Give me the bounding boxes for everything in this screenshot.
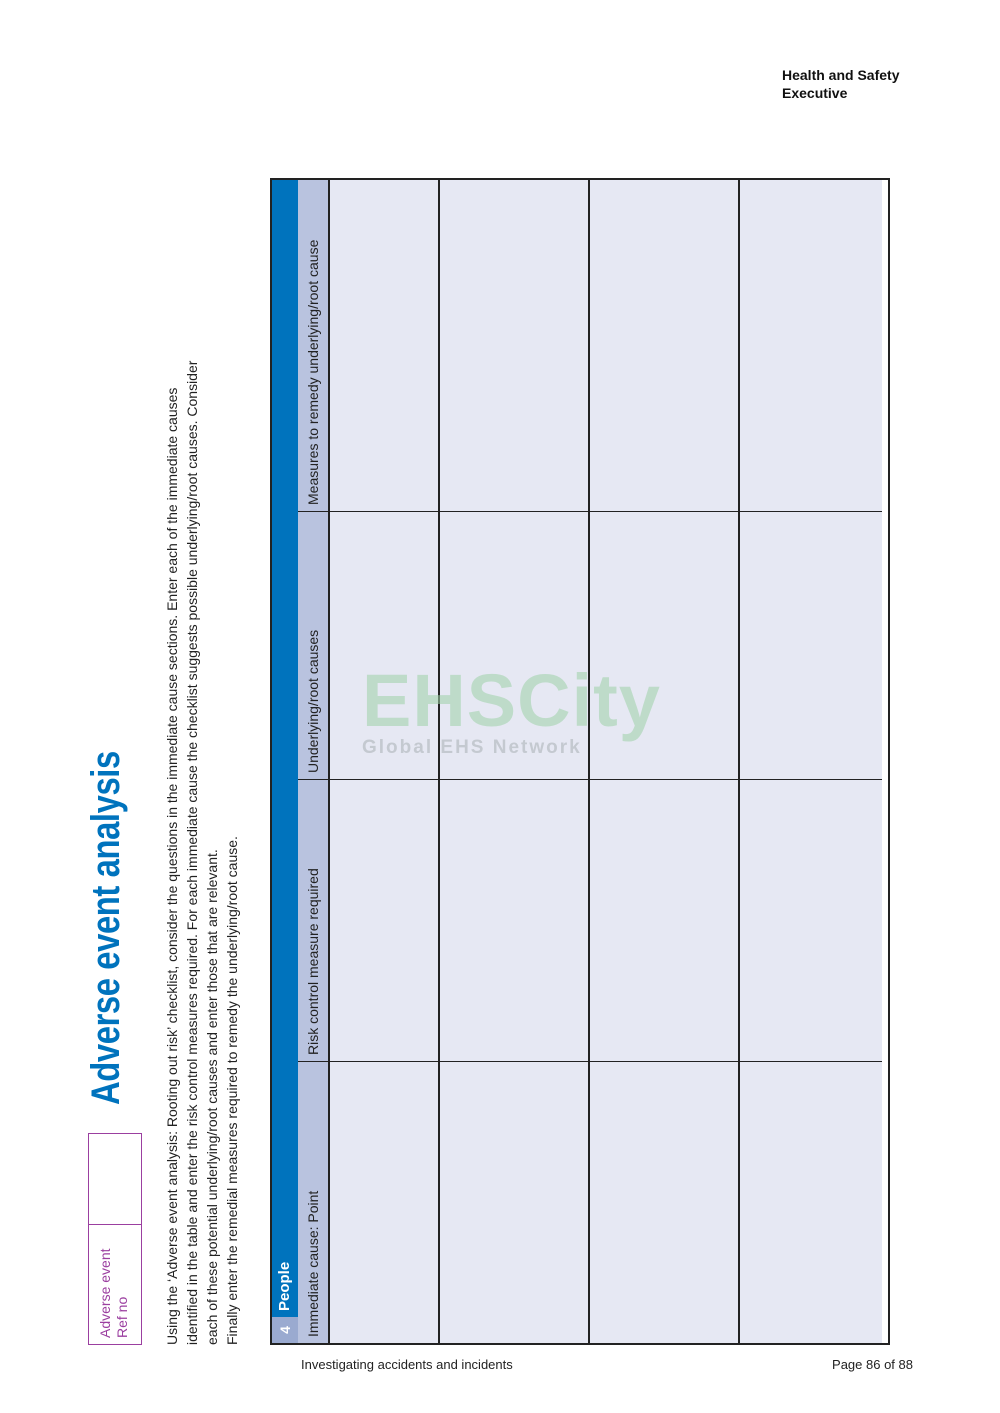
section-band — [272, 180, 298, 1343]
table-cell[interactable] — [740, 779, 882, 1061]
section-title: People — [276, 1261, 293, 1311]
table-cell[interactable] — [740, 180, 882, 511]
table-cell[interactable] — [590, 180, 740, 511]
intro-line: Finally enter the remedial measures required to remedy the underlying/root cause. — [224, 836, 240, 1345]
ref-box — [88, 1133, 142, 1345]
ref-label — [89, 1224, 141, 1344]
footer-page-number: Page 86 of 88 — [832, 1357, 913, 1372]
watermark-main: EHSCity — [362, 659, 661, 742]
table-cell[interactable] — [330, 779, 440, 1061]
watermark — [362, 659, 661, 759]
ref-label-line2: Ref no — [114, 1296, 130, 1338]
org-name-line1: Health and Safety — [782, 67, 900, 83]
table-cell[interactable] — [330, 180, 440, 511]
section-number: 4 — [272, 1317, 298, 1343]
col-header-risk-control: Risk control measure required — [298, 779, 330, 1061]
col-header-immediate-cause: Immediate cause: Point — [298, 1061, 330, 1343]
watermark-sub: Global EHS Network — [362, 737, 582, 758]
ref-label-line1: Adverse event — [97, 1248, 113, 1338]
col-header-root-causes: Underlying/root causes — [298, 511, 330, 779]
table-cell[interactable] — [440, 180, 590, 511]
table-cell[interactable] — [740, 511, 882, 779]
analysis-table — [270, 178, 890, 1345]
intro-line: Using the ‘Adverse event analysis: Rooting out risk’ checklist, consider the questions in the immediate cause sections. Enter each of the immediate causes — [164, 387, 180, 1345]
intro-line: identified in the table and enter the risk control measures required. For each immediate cause the checklist suggests possible underlying/root causes. Consider — [184, 360, 200, 1345]
col-header-remedy: Measures to remedy underlying/root cause — [298, 180, 330, 511]
table-cell[interactable] — [330, 1061, 440, 1343]
table-cell[interactable] — [440, 779, 590, 1061]
page-title: Adverse event analysis — [84, 751, 128, 1105]
table-cell[interactable] — [590, 1061, 740, 1343]
intro-text — [162, 105, 242, 1345]
table-cell[interactable] — [440, 1061, 590, 1343]
table-cell[interactable] — [740, 1061, 882, 1343]
ref-number-field[interactable] — [89, 1134, 141, 1224]
footer-doc-title: Investigating accidents and incidents — [301, 1357, 513, 1372]
table-cell[interactable] — [590, 779, 740, 1061]
intro-line: each of these potential underlying/root causes and enter those that are relevant. — [204, 849, 220, 1345]
org-name-line2: Executive — [782, 85, 848, 101]
